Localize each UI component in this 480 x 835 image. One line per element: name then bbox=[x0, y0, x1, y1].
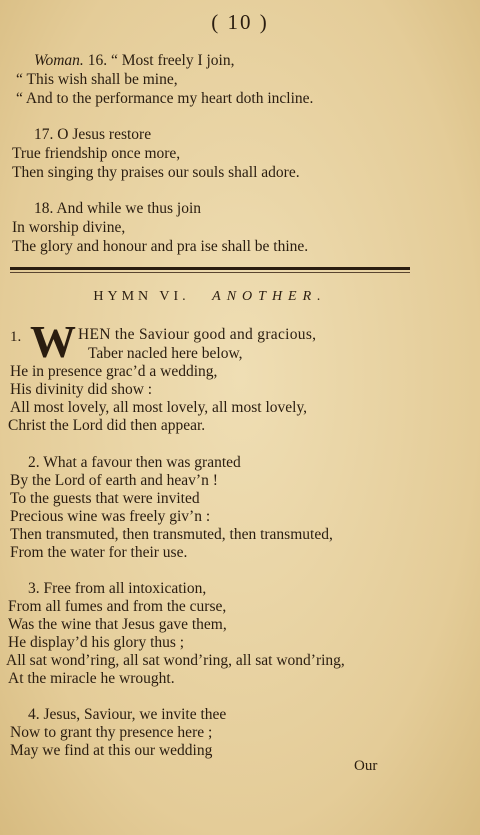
stanza-4-line-1: 4. Jesus, Saviour, we invite thee bbox=[28, 706, 227, 723]
drop-cap: W bbox=[30, 316, 76, 367]
catchword: Our bbox=[354, 758, 378, 774]
verse-18-line-3: The glory and honour and pra ise shall be thine. bbox=[12, 238, 309, 255]
section-divider-thin bbox=[10, 272, 410, 273]
stanza-1-number: 1. bbox=[10, 329, 22, 345]
hymn-title-main: HYMN VI. bbox=[93, 289, 190, 304]
stanza-3-line-5: All sat wond’ring, all sat wond’ring, all sat wond’ring, bbox=[6, 652, 345, 669]
stanza-3-line-4: He display’d his glory thus ; bbox=[8, 634, 185, 651]
hymn-title-sub: ANOTHER. bbox=[212, 289, 327, 304]
stanza-2-line-5: Then transmuted, then transmuted, then transmuted, bbox=[10, 526, 333, 543]
verse-17-line-2: True friendship once more, bbox=[12, 145, 181, 162]
hymn-title bbox=[0, 289, 420, 305]
verse-16-line-2: “ This wish shall be mine, bbox=[16, 71, 178, 88]
stanza-4-line-2: Now to grant thy presence here ; bbox=[10, 724, 213, 741]
stanza-1-line-4: His divinity did show : bbox=[10, 381, 153, 398]
verse-16-line-1: Woman. 16. “ Most freely I join, bbox=[34, 52, 235, 69]
verse-18-line-2: In worship divine, bbox=[12, 219, 126, 236]
stanza-1-line-1: HEN the Saviour good and gracious, bbox=[78, 326, 317, 343]
stanza-3-line-6: At the miracle he wrought. bbox=[8, 670, 175, 687]
stanza-4-line-3: May we find at this our wedding bbox=[10, 742, 213, 759]
stanza-3-line-2: From all fumes and from the curse, bbox=[8, 598, 227, 615]
section-divider bbox=[10, 267, 410, 270]
stanza-3-line-3: Was the wine that Jesus gave them, bbox=[8, 616, 227, 633]
verse-17-line-3: Then singing thy praises our souls shall adore. bbox=[12, 164, 300, 181]
stanza-2-line-1: 2. What a favour then was granted bbox=[28, 454, 241, 471]
stanza-1-line-3: He in presence grac’d a wedding, bbox=[10, 363, 218, 380]
stanza-2-line-6: From the water for their use. bbox=[10, 544, 188, 561]
speaker-label: Woman. bbox=[34, 52, 84, 69]
verse-16-line-3: “ And to the performance my heart doth incline. bbox=[16, 90, 314, 107]
stanza-3-line-1: 3. Free from all intoxication, bbox=[28, 580, 207, 597]
verse-18-line-1: 18. And while we thus join bbox=[34, 200, 202, 217]
stanza-2-line-2: By the Lord of earth and heav’n ! bbox=[10, 472, 218, 489]
stanza-2-line-3: To the guests that were invited bbox=[10, 490, 200, 507]
stanza-1-line-6: Christ the Lord did then appear. bbox=[8, 417, 206, 434]
verse-17-line-1: 17. O Jesus restore bbox=[34, 126, 152, 143]
stanza-1-line-2: Taber nacled here below, bbox=[88, 345, 243, 362]
stanza-1-line-5: All most lovely, all most lovely, all most lovely, bbox=[10, 399, 308, 416]
page-number: ( 10 ) bbox=[211, 10, 269, 34]
stanza-2-line-4: Precious wine was freely giv’n : bbox=[10, 508, 211, 525]
